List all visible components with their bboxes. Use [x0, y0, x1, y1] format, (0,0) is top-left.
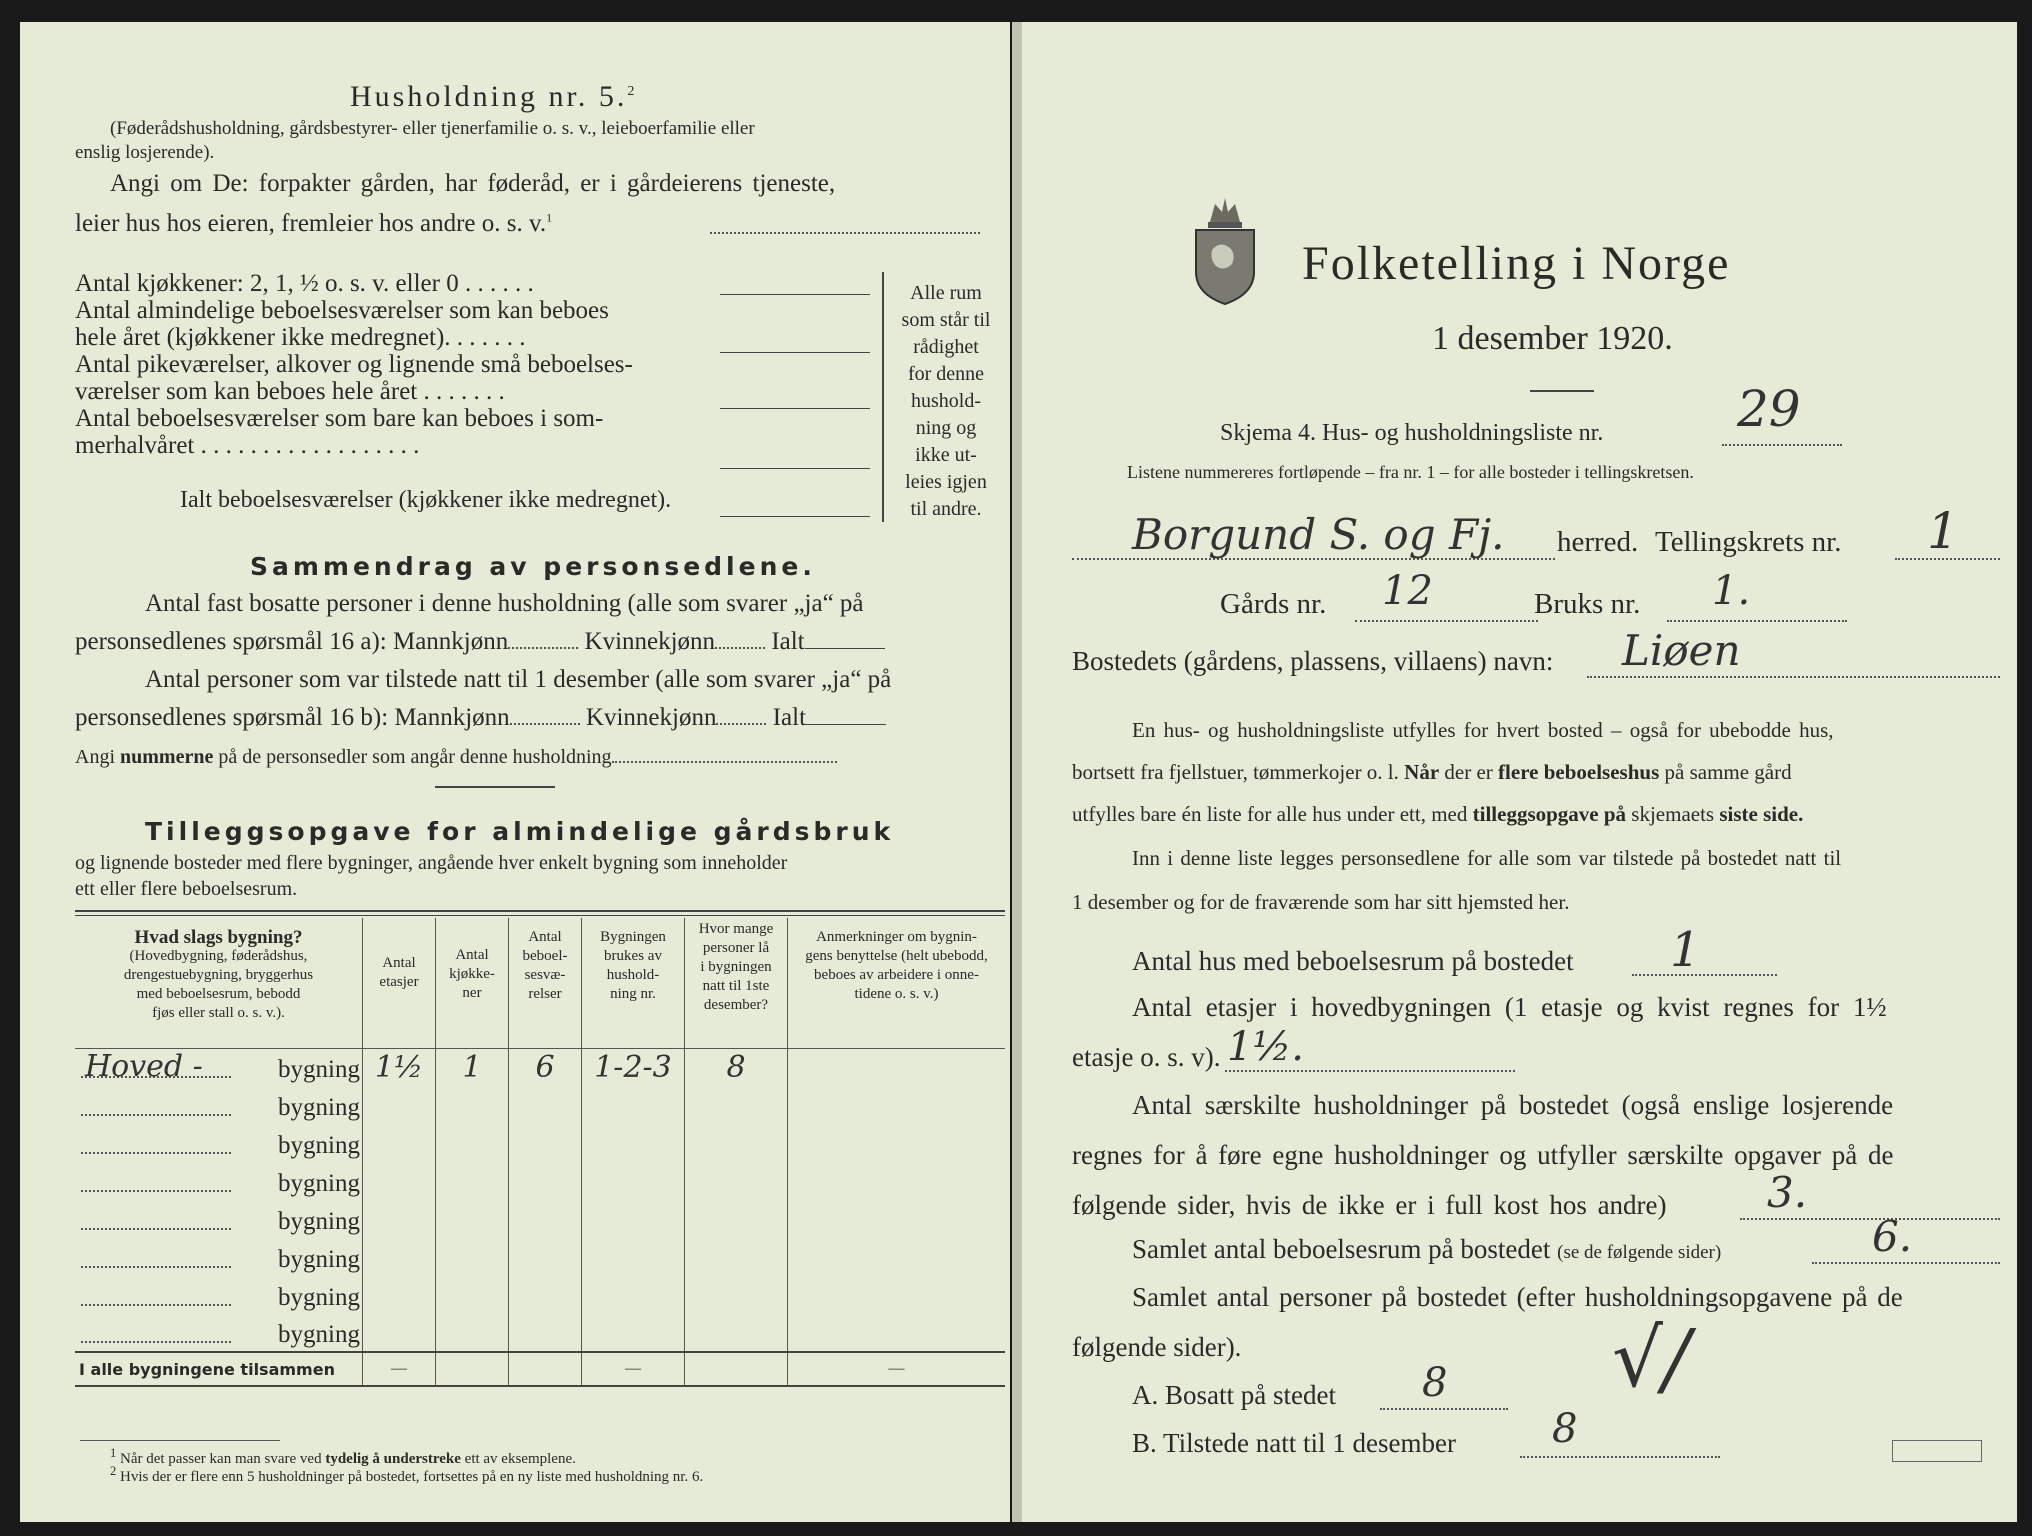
- bygning-word: bygning: [278, 1284, 360, 1311]
- ialt-label: Ialt: [772, 704, 807, 731]
- table-row: [75, 1124, 1005, 1162]
- col-head-hush-line: Bygningen: [600, 929, 666, 945]
- bruks-fill: [1667, 620, 1847, 622]
- etasjer-cell: [363, 1238, 436, 1276]
- page-fold: [1012, 22, 1022, 1522]
- table-body: [75, 1048, 1005, 1352]
- col-head-hush-line: brukes av: [604, 948, 662, 964]
- vaer-cell: [509, 1200, 582, 1238]
- col-head-kjokken-line: ner: [462, 985, 482, 1001]
- col-head-kjokken-line: Antal: [455, 947, 489, 963]
- bosted-value: Liøen: [1622, 626, 1741, 675]
- bygning-name-fill: [81, 1228, 231, 1230]
- rooms-maid-2: værelser som kan beboes hele året . . . . . . .: [75, 378, 505, 405]
- kvinne-label: Kvinnekjønn: [585, 704, 717, 731]
- rooms-line-4: [720, 468, 870, 469]
- bygning-cell: [75, 1200, 363, 1238]
- etasjer-fill: [1225, 1070, 1515, 1072]
- etasjer-line-1: Antal etasjer i hovedbygningen (1 etasje og kvist regnes for 1½: [1132, 992, 1887, 1022]
- col-head-anm-line: gens benyttelse (helt ubebodd,: [805, 948, 988, 964]
- samlet-pers-2: følgende sider).: [1072, 1332, 1242, 1362]
- kjokken-cell: [436, 1314, 509, 1352]
- info-2-c: der er: [1444, 760, 1493, 784]
- bygning-name-value: Hoved -: [85, 1048, 203, 1084]
- bygning-name-fill: [81, 1266, 231, 1268]
- footnote-2-num: 2: [110, 1464, 117, 1478]
- rooms-line-1: [720, 294, 870, 295]
- coat-of-arms-icon: [1190, 192, 1260, 307]
- pers-cell: 8: [685, 1048, 788, 1086]
- building-table: [75, 918, 1005, 1387]
- kjokken-cell: [436, 1276, 509, 1314]
- etasjer-cell: [363, 1276, 436, 1314]
- samlet-rum-label: Samlet antal beboelsesrum på bostedet: [1132, 1234, 1551, 1264]
- pers-cell: [685, 1314, 788, 1352]
- angi-fill-line: [710, 232, 980, 234]
- info-1: En hus- og husholdningsliste utfylles for hvert bosted – også for ubebodde hus,: [1132, 718, 1834, 742]
- pers-cell: [685, 1238, 788, 1276]
- summary-title: Sammendrag av personsedlene.: [250, 552, 816, 581]
- pers-cell: [685, 1086, 788, 1124]
- etasjer-cell: 1½: [363, 1048, 436, 1086]
- total-anm: —: [788, 1352, 1006, 1386]
- vaer-cell: 6: [509, 1048, 582, 1086]
- bosted-fill: [1587, 676, 2000, 678]
- check-mark: √/: [1612, 1312, 1690, 1405]
- col-head-anm-line: Anmerkninger om bygnin-: [816, 929, 977, 945]
- table-row: [75, 1276, 1005, 1314]
- col-head-type: [75, 918, 363, 1048]
- household-title-text: Husholdning nr. 5.: [350, 80, 628, 113]
- pers-cell: [685, 1162, 788, 1200]
- angi-numre-b: nummerne: [120, 746, 214, 768]
- col-head-type-title: Hvad slags bygning?: [134, 927, 303, 948]
- skjema-line: [1220, 420, 1603, 447]
- rooms-summer: Antal beboelsesværelser som bare kan beboes i som-: [75, 405, 604, 432]
- footnote-1-num: 1: [110, 1446, 117, 1460]
- summary-b1: Antal personer som var tilstede natt til 1 desember (alle som svarer „ja“ på: [145, 666, 892, 693]
- vaer-cell: [509, 1238, 582, 1276]
- bygning-cell: [75, 1124, 363, 1162]
- mann-fill: [510, 723, 580, 725]
- a-fill: [1380, 1408, 1508, 1410]
- side-note-line: hushold-: [911, 390, 981, 412]
- col-head-pers: [685, 918, 788, 1048]
- bygning-name-fill: [81, 1152, 231, 1154]
- info-3-d: siste side.: [1719, 802, 1804, 826]
- col-head-pers-line: personer lå: [702, 940, 770, 956]
- angi-sup: 1: [546, 210, 553, 225]
- angi-numre: [75, 746, 837, 769]
- bygning-name-fill: [81, 1190, 231, 1192]
- col-head-pers-line: i bygningen: [700, 959, 772, 975]
- hush-cell: [582, 1314, 685, 1352]
- ialt-rooms-line: [720, 516, 870, 517]
- info-2-b: Når: [1404, 760, 1440, 784]
- samlet-pers-1: Samlet antal personer på bostedet (efter husholdningsopgavene på de: [1132, 1282, 1903, 1312]
- col-head-vaer: [509, 918, 582, 1048]
- info-5: 1 desember og for de fraværende som har sitt hjemsted her.: [1072, 890, 1570, 914]
- bygning-word: bygning: [278, 1094, 360, 1121]
- bygning-name-fill: [81, 1304, 231, 1306]
- skjema-label: Skjema 4. Hus- og husholdningsliste nr.: [1220, 420, 1604, 446]
- a-label: A. Bosatt på stedet: [1132, 1380, 1336, 1410]
- hus-value: 1: [1670, 922, 1701, 978]
- bygning-word: bygning: [278, 1132, 360, 1159]
- total-pers: [685, 1352, 788, 1386]
- table-row: [75, 1238, 1005, 1276]
- col-head-vaer-line: relser: [528, 986, 562, 1002]
- table-row: [75, 1200, 1005, 1238]
- info-3: [1072, 802, 1803, 827]
- table-top-line-2: [75, 915, 1005, 916]
- krets-label: Tellingskrets nr.: [1655, 526, 1842, 558]
- samlet-rum: [1132, 1234, 1721, 1265]
- summary-a2-prefix: personsedlenes spørsmål 16 a):: [75, 628, 387, 655]
- angi-line-1: Angi om De: forpakter gården, har føderåd, er i gårdeierens tjeneste,: [110, 170, 836, 197]
- col-head-hush-line: hushold-: [606, 967, 660, 983]
- info-3-c: skjemaets: [1631, 802, 1715, 826]
- angi-numre-fill: [612, 761, 837, 763]
- tillegg-title: Tilleggsopgave for almindelige gårdsbruk: [145, 817, 895, 846]
- b-fill: [1520, 1456, 1720, 1458]
- gards-value: 12: [1382, 568, 1433, 614]
- bygning-name-fill: [81, 1341, 231, 1343]
- b-label: B. Tilstede natt til 1 desember: [1132, 1428, 1456, 1458]
- col-head-type-sub: fjøs eller stall o. s. v.).: [152, 1005, 285, 1021]
- table-row: [75, 1048, 1005, 1086]
- bygning-cell: [75, 1276, 363, 1314]
- tillegg-sub-2: ett eller flere beboelsesrum.: [75, 878, 298, 900]
- kvinne-label: Kvinnekjønn: [584, 628, 716, 655]
- anm-cell: [788, 1162, 1006, 1200]
- etasjer-cell: [363, 1200, 436, 1238]
- samlet-rum-value: 6.: [1872, 1212, 1913, 1261]
- col-head-etasjer: [363, 918, 436, 1048]
- household-title: [350, 80, 637, 114]
- anm-cell: [788, 1048, 1006, 1086]
- krets-value: 1: [1927, 502, 1959, 560]
- mann-label: Mannkjønn: [394, 704, 510, 731]
- summary-a2: [75, 628, 885, 656]
- total-vaer: [509, 1352, 582, 1386]
- total-label: I alle bygningene tilsammen: [79, 1359, 335, 1379]
- bygning-name-fill: [81, 1114, 231, 1116]
- total-hush: —: [582, 1352, 685, 1386]
- kjokken-cell: [436, 1162, 509, 1200]
- title-rule: [1530, 390, 1594, 392]
- herred-label: herred.: [1557, 526, 1639, 558]
- etasjer-cell: [363, 1124, 436, 1162]
- hus-fill: [1632, 974, 1777, 976]
- census-date: 1 desember 1920.: [1432, 320, 1673, 357]
- col-head-hush-line: ning nr.: [610, 986, 656, 1002]
- footnote-1-b: tydelig å understreke: [325, 1451, 461, 1467]
- side-note-line: som står til: [901, 309, 991, 331]
- summary-a1: Antal fast bosatte personer i denne husholdning (alle som svarer „ja“ på: [145, 590, 864, 617]
- etasjer-cell: [363, 1162, 436, 1200]
- intro-paren-2: enslig losjerende).: [75, 142, 215, 163]
- bygning-cell: [75, 1314, 363, 1352]
- ialt-label: Ialt: [771, 628, 805, 655]
- side-note-line: ning og: [915, 417, 977, 439]
- info-2-d: flere beboelseshus: [1498, 760, 1660, 784]
- samlet-rum-paren: (se de følgende sider): [1557, 1242, 1722, 1263]
- col-head-vaer-line: Antal: [528, 929, 562, 945]
- sars-line-1: Antal særskilte husholdninger på bostedet (også enslige losjerende: [1132, 1090, 1894, 1120]
- pers-cell: [685, 1200, 788, 1238]
- sars-fill: [1740, 1218, 2000, 1220]
- side-note-line: leies igjen: [905, 471, 987, 493]
- gards-label: Gårds nr.: [1220, 588, 1327, 620]
- rooms-ordinary: Antal almindelige beboelsesværelser som kan beboes: [75, 297, 609, 324]
- table-row: [75, 1314, 1005, 1352]
- table-top-line: [75, 910, 1005, 912]
- pers-cell: [685, 1276, 788, 1314]
- rooms-maid: Antal pikeværelser, alkover og lignende små beboelses-: [75, 351, 633, 378]
- col-head-pers-line: Hvor mange: [698, 921, 774, 937]
- footnote-1-a: Når det passer kan man svare ved: [120, 1451, 322, 1467]
- col-head-pers-line: natt til 1ste: [702, 978, 770, 994]
- anm-cell: [788, 1238, 1006, 1276]
- hush-cell: [582, 1238, 685, 1276]
- hush-cell: 1-2-3: [582, 1048, 685, 1086]
- info-3-a: utfylles bare én liste for alle hus under ett, med: [1072, 802, 1468, 826]
- col-head-vaer-line: sesvæ-: [524, 967, 566, 983]
- col-head-anm-line: beboes av arbeidere i onne-: [814, 967, 979, 983]
- kjokken-cell: [436, 1238, 509, 1276]
- info-4: Inn i denne liste legges personsedlene for alle som var tilstede på bostedet natt til: [1132, 846, 1842, 870]
- kvinne-fill: [716, 723, 766, 725]
- sars-line-2: regnes for å føre egne husholdninger og utfyller særskilte opgaver på de: [1072, 1140, 1894, 1170]
- bruks-value: 1.: [1712, 568, 1751, 614]
- col-head-anm: [788, 918, 1006, 1048]
- col-head-vaer-line: beboel-: [522, 948, 568, 964]
- kvinne-fill: [715, 647, 765, 649]
- hush-cell: [582, 1086, 685, 1124]
- rooms-line-2: [720, 352, 870, 353]
- footnote-rule: [80, 1440, 280, 1441]
- etasjer-cell: [363, 1314, 436, 1352]
- side-note: [892, 280, 1000, 523]
- a-value: 8: [1422, 1360, 1448, 1406]
- col-head-etasjer-line: Antal: [382, 955, 416, 971]
- col-head-kjokken: [436, 918, 509, 1048]
- rooms-ordinary-2: hele året (kjøkkener ikke medregnet). . . . . . .: [75, 324, 526, 351]
- bygning-cell: [75, 1048, 363, 1086]
- side-note-line: for denne: [907, 363, 985, 385]
- hush-cell: [582, 1124, 685, 1162]
- skjema-fill: [1722, 444, 1842, 446]
- hush-cell: [582, 1162, 685, 1200]
- anm-cell: [788, 1124, 1006, 1162]
- mann-fill: [508, 647, 578, 649]
- tillegg-sub-1: og lignende bosteder med flere bygninger, angående hver enkelt bygning som inneholder: [75, 852, 788, 874]
- intro-paren: (Føderådshusholdning, gårdsbestyrer- eller tjenerfamilie o. s. v., leieboerfamilie eller: [110, 118, 755, 139]
- pers-cell: [685, 1124, 788, 1162]
- right-page: [1022, 22, 2017, 1522]
- vaer-cell: [509, 1124, 582, 1162]
- info-2-e: på samme gård: [1664, 760, 1792, 784]
- table-total-row: [75, 1352, 1005, 1386]
- table-header: [75, 918, 1005, 1048]
- col-head-type-sub: drengestuebygning, bryggerhus: [123, 967, 314, 983]
- anm-cell: [788, 1276, 1006, 1314]
- etasjer-value: 1½.: [1227, 1024, 1304, 1070]
- mann-label: Mannkjønn: [392, 628, 509, 655]
- bygning-word: bygning: [278, 1208, 360, 1235]
- samlet-rum-fill: [1812, 1262, 2000, 1264]
- ialt-fill: [806, 724, 886, 725]
- side-note-line: til andre.: [910, 498, 982, 520]
- angi-line-2: [75, 210, 552, 238]
- bygning-cell: [75, 1162, 363, 1200]
- sars-value: 3.: [1767, 1168, 1808, 1217]
- bygning-cell: [75, 1238, 363, 1276]
- bygning-word: bygning: [278, 1321, 360, 1348]
- col-head-kjokken-line: kjøkke-: [449, 966, 495, 982]
- col-head-type-sub: (Hovedbygning, føderådshus,: [129, 948, 308, 964]
- info-2-a: bortsett fra fjellstuer, tømmerkojer o. l.: [1072, 760, 1399, 784]
- hush-cell: [582, 1200, 685, 1238]
- etasjer-cell: [363, 1086, 436, 1124]
- footnote-2: [110, 1464, 703, 1486]
- bruks-label: Bruks nr.: [1534, 588, 1641, 620]
- bosted-label: Bostedets (gårdens, plassens, villaens) navn:: [1072, 646, 1554, 676]
- anm-cell: [788, 1086, 1006, 1124]
- col-head-type-sub: med beboelsesrum, bebodd: [136, 986, 301, 1002]
- kjokken-cell: [436, 1124, 509, 1162]
- col-head-pers-line: desember?: [703, 997, 769, 1013]
- bygning-word: bygning: [278, 1246, 360, 1273]
- info-3-b: tilleggsopgave på: [1472, 802, 1627, 826]
- side-note-line: rådighet: [913, 336, 979, 358]
- side-note-line: Alle rum: [910, 282, 982, 304]
- angi-numre-a: Angi: [75, 746, 115, 768]
- summary-b2-prefix: personsedlenes spørsmål 16 b):: [75, 704, 389, 731]
- b-value: 8: [1552, 1406, 1578, 1452]
- printer-stamp: [1892, 1440, 1982, 1462]
- bygning-word: bygning: [278, 1170, 360, 1197]
- side-note-line: ikke ut-: [915, 444, 977, 466]
- rooms-block: [75, 270, 633, 459]
- footnote-1-c: ett av eksemplene.: [464, 1451, 576, 1467]
- rooms-kitchens: Antal kjøkkener: 2, 1, ½ o. s. v. eller 0 . . . . . .: [75, 270, 534, 297]
- ialt-fill: [805, 648, 885, 649]
- ialt-rooms: Ialt beboelsesværelser (kjøkkener ikke medregnet).: [180, 487, 672, 513]
- bygning-cell: [75, 1086, 363, 1124]
- total-etasjer: —: [363, 1352, 436, 1386]
- footnote-2-text: Hvis der er flere enn 5 husholdninger på bostedet, fortsettes på en ny liste med husholdning nr. 6.: [120, 1469, 704, 1485]
- angi-line-2-text: leier hus hos eieren, fremleier hos andre o. s. v.: [75, 210, 547, 237]
- etasjer-line-2: etasje o. s. v).: [1072, 1042, 1221, 1072]
- total-kjokken: [436, 1352, 509, 1386]
- herred-value: Borgund S. og Fj.: [1132, 510, 1505, 559]
- census-title: Folketelling i Norge: [1302, 237, 1731, 290]
- divider: [435, 786, 555, 788]
- rooms-summer-2: merhalvåret . . . . . . . . . . . . . . . . . .: [75, 432, 420, 459]
- anm-cell: [788, 1314, 1006, 1352]
- table-row: [75, 1162, 1005, 1200]
- hus-label: Antal hus med beboelsesrum på bostedet: [1132, 946, 1574, 976]
- angi-numre-c: på de personsedler som angår denne husholdning: [218, 746, 612, 768]
- summary-b2: [75, 704, 886, 732]
- gards-fill: [1355, 620, 1538, 622]
- left-page: [20, 22, 1010, 1522]
- brace: [882, 272, 888, 522]
- kjokken-cell: 1: [436, 1048, 509, 1086]
- listene-note: Listene nummereres fortløpende – fra nr. 1 – for alle bosteder i tellingskretsen.: [1127, 462, 1694, 482]
- vaer-cell: [509, 1162, 582, 1200]
- rooms-line-3: [720, 408, 870, 409]
- household-title-sup: 2: [627, 84, 638, 99]
- col-head-etasjer-line: etasjer: [379, 974, 419, 990]
- info-2: [1072, 760, 1792, 785]
- vaer-cell: [509, 1314, 582, 1352]
- kjokken-cell: [436, 1200, 509, 1238]
- sars-line-3: følgende sider, hvis de ikke er i full kost hos andre): [1072, 1190, 1667, 1220]
- table-row: [75, 1086, 1005, 1124]
- vaer-cell: [509, 1276, 582, 1314]
- col-head-hush: [582, 918, 685, 1048]
- bygning-word: bygning: [278, 1056, 360, 1083]
- skjema-number: 29: [1737, 380, 1801, 438]
- hush-cell: [582, 1276, 685, 1314]
- vaer-cell: [509, 1086, 582, 1124]
- anm-cell: [788, 1200, 1006, 1238]
- kjokken-cell: [436, 1086, 509, 1124]
- col-head-anm-line: tidene o. s. v.): [854, 986, 939, 1002]
